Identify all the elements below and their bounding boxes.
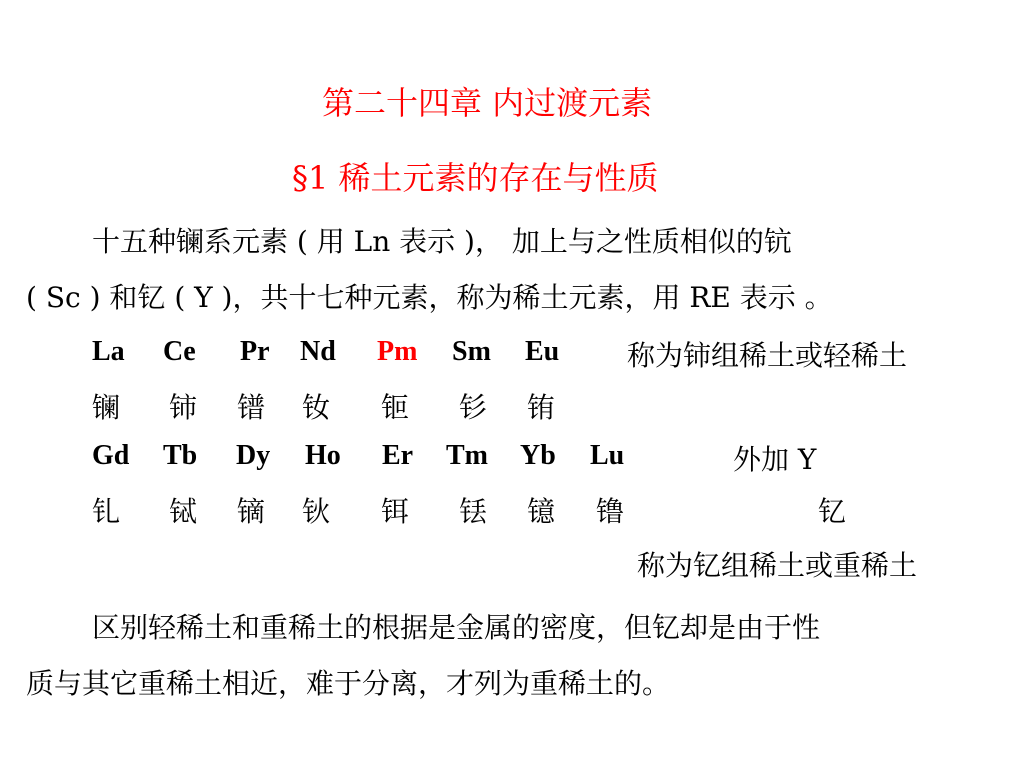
conclusion-line-2: 质与其它重稀土相近，难于分离，才列为重稀土的。 [26, 667, 671, 700]
element-name-pm: 钷 [381, 391, 410, 424]
element-symbol-lu: Lu [590, 440, 625, 471]
element-symbol-dy: Dy [236, 440, 271, 471]
intro-line-1: 十五种镧系元素 ( 用 Ln 表示 )， 加上与之性质相似的钪 [92, 225, 792, 258]
conclusion-line-1: 区别轻稀土和重稀土的根据是金属的密度，但钇却是由于性 [92, 611, 821, 644]
element-name-tb: 铽 [169, 495, 198, 528]
element-symbol-yb: Yb [520, 440, 556, 471]
element-symbol-gd: Gd [92, 440, 130, 471]
element-symbol-pm: Pm [377, 336, 418, 367]
element-symbol-ho: Ho [305, 440, 341, 471]
intro-line-2: ( Sc ) 和钇 ( Y )，共十七种元素，称为稀土元素，用 RE 表示 。 [26, 281, 833, 314]
element-name-er: 铒 [381, 495, 410, 528]
element-name-y: 钇 [818, 495, 847, 528]
element-name-ho: 钬 [302, 495, 331, 528]
element-symbol-ce: Ce [163, 336, 196, 367]
extra-y-label: 外加 Y [733, 443, 817, 476]
element-name-dy: 镝 [237, 495, 266, 528]
element-symbol-eu: Eu [525, 336, 560, 367]
element-symbol-tm: Tm [446, 440, 488, 471]
section-title: §1 稀土元素的存在与性质 [292, 159, 659, 197]
element-name-eu: 铕 [527, 391, 556, 424]
element-symbol-sm: Sm [452, 336, 491, 367]
element-name-pr: 镨 [237, 391, 266, 424]
element-symbol-pr: Pr [240, 336, 270, 367]
element-symbol-er: Er [382, 440, 414, 471]
element-name-yb: 镱 [527, 495, 556, 528]
chapter-title: 第二十四章 内过渡元素 [322, 84, 653, 122]
element-symbol-tb: Tb [163, 440, 198, 471]
light-group-label: 称为铈组稀土或轻稀土 [627, 339, 908, 372]
element-name-la: 镧 [92, 391, 121, 424]
element-name-tm: 铥 [459, 495, 488, 528]
element-name-gd: 钆 [92, 495, 121, 528]
element-symbol-nd: Nd [300, 336, 336, 367]
element-name-sm: 钐 [459, 391, 488, 424]
heavy-group-label: 称为钇组稀土或重稀土 [637, 549, 918, 582]
element-symbol-la: La [92, 336, 125, 367]
element-name-nd: 钕 [302, 391, 331, 424]
element-name-ce: 铈 [169, 391, 198, 424]
element-name-lu: 镥 [596, 495, 625, 528]
